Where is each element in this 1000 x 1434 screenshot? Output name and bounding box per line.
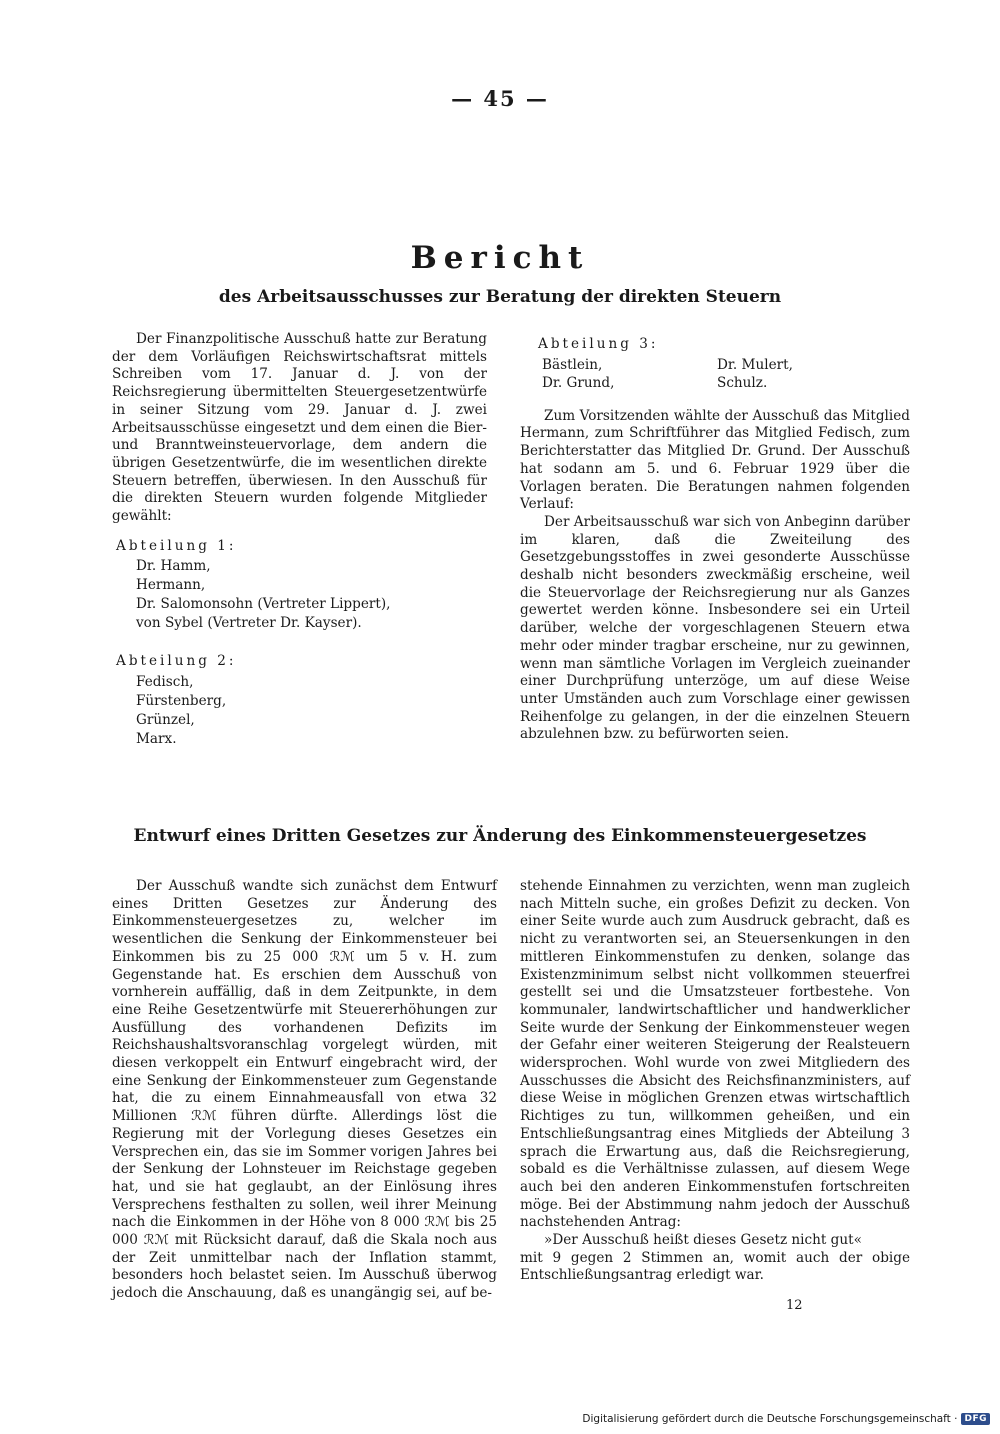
intro-paragraph: Der Finanzpolitische Ausschuß hatte zur Beratung der dem Vorläufigen Reichswirtschaftsrat mittels Schreiben vom 17. Januar d. J. von der Reichsregierung übermittelten Steuergesetzentwürfe in seiner Sitzung vom 29. Januar d. J. zwei Arbeitsausschüsse eingesetzt und dem einen die Bier- und Branntweinsteuervorlage, dem andern die übrigen Gesetzentwürfe, die im wesentlichen direkte Steuern betreffen, überwiesen. In den Ausschuß für die direkten Steuern wurden folgende Mitglieder gewählt: <box>112 331 487 525</box>
section-right-column <box>520 878 910 1285</box>
resolution-quote: »Der Ausschuß heißt dieses Gesetz nicht gut« <box>544 1232 862 1249</box>
report-title: Bericht <box>410 240 590 276</box>
member: Fürstenberg, <box>136 693 227 710</box>
member: Hermann, <box>136 577 206 594</box>
member: Dr. Hamm, <box>136 558 211 575</box>
sheet-number: 12 <box>786 1298 803 1313</box>
member: Dr. Grund, <box>542 374 615 391</box>
intro-left-column <box>112 331 487 749</box>
section-right-paragraph: stehende Einnahmen zu verzichten, wenn man zugleich nach Mitteln suche, ein großes Defizit zu decken. Von einer Seite wurde auch zum Ausdruck gebracht, daß es nicht zu verantworten sei, an Steuersenkungen in den mittleren Einkommenstufen zu denken, solange das Existenzminimum selbst nicht vollkommen steuerfrei gestellt sei und die Umsatzsteuer fortbestehe. Von kommunaler, landwirtschaftlicher und handwerklicher Seite wurde der Senkung der Einkommensteuer wegen der Gefahr einer weiteren Steigerung der Realsteuern widersprochen. Wohl wurde von zwei Mitgliedern des Ausschusses die Absicht des Reichsfinanzministers, auf diese Weise in möglichen Grenzen etwas wirtschaftlich Richtiges zu tun, willkommen geheißen, und ein Entschließungsantrag eines Mitglieds der Abteilung 3 sprach die Erwartung aus, daß die Reichsregierung, sobald es die Verhältnisse zulassen, auf diesem Wege auch bei den anderen Einkommenstufen fortschreiten möge. Bei der Abstimmung nahm jedoch der Ausschuß nachstehenden Antrag: <box>520 878 910 1231</box>
page-number: — 45 — <box>451 86 549 111</box>
footer-text: Digitalisierung gefördert durch die Deutsche Forschungsgemeinschaft · <box>582 1413 958 1425</box>
section-left-paragraph: Der Ausschuß wandte sich zunächst dem Entwurf eines Dritten Gesetzes zur Änderung des Einkommensteuergesetzes zu, welcher im wesentlichen die Senkung der Einkommensteuer bei Einkommen bis zu 25 000 ℛℳ um 5 v. H. zum Gegenstande hat. Es erschien dem Ausschuß von vornherein auffällig, daß in dem Zeitpunkte, in dem eine Reihe Gesetzentwürfe mit Steuererhöhungen zur Ausfüllung des vorhandenen Defizits im Reichshaushaltsvoranschlag vorgelegt würden, mit diesen verkoppelt ein Entwurf eingebracht wird, der eine Senkung der Einkommensteuer zum Gegenstande hat, die zu einem Einnahmeausfall von etwa 32 Millionen ℛℳ führen dürfte. Allerdings löst die Regierung mit der Vorlegung dieses Gesetzes ein Versprechen ein, das sie im Sommer vorigen Jahres bei der Senkung der Lohnsteuer im Reichstage gegeben hat, und sie hat geglaubt, an der Einlösung ihres Versprechens festhalten zu sollen, weil ihrer Meinung nach die Einkommen in der Höhe von 8 000 ℛℳ bis 25 000 ℛℳ mit Rücksicht darauf, daß die Skala noch aus der Zeit unmittelbar nach der Inflation stammt, besonders hoch belastet seien. Im Ausschuß überwog jedoch die Anschauung, daß es unangängig sei, auf be- <box>112 878 497 1302</box>
abteilung2-members <box>112 673 487 749</box>
member: von Sybel (Vertreter Dr. Kayser). <box>136 615 362 632</box>
vote-result: mit 9 gegen 2 Stimmen an, womit auch der obige Entschließungsantrag erledigt war. <box>520 1249 910 1284</box>
member: Bästlein, <box>542 356 603 373</box>
abteilung1-members <box>112 557 487 633</box>
member: Fedisch, <box>136 674 194 691</box>
dfg-logo: DFG <box>961 1413 990 1425</box>
member: Marx. <box>136 731 177 748</box>
digitization-footer <box>582 1413 990 1425</box>
abteilung3-members <box>520 356 910 392</box>
member: Dr. Mulert, <box>717 356 793 373</box>
abteilung2-heading: Abteilung 2: <box>116 653 237 670</box>
procedure-paragraph: Der Arbeitsausschuß war sich von Anbeginn darüber im klaren, daß die Zweiteilung des Gesetzgebungsstoffes in zwei gesonderte Ausschüsse deshalb nicht besonders zweckmäßig erscheine, weil die Steuervorlage der Reichsregierung nur als Ganzes gewertet werden könne. Insbesondere sei ein Urteil darüber, welche der vorgeschlagenen Steuern etwa mehr oder minder tragbar erscheine, nur zu gewinnen, wenn man sämtliche Vorlagen im Vergleich zueinander einer Durchprüfung unterzöge, um auf diese Weise unter Umständen auch zum Vorschlage einer gewissen Reihenfolge zu gelangen, in der die einzelnen Steuern abzulehnen bzw. zu befürworten seien. <box>520 513 910 743</box>
section-left-column <box>112 878 497 1303</box>
report-subtitle: des Arbeitsausschusses zur Beratung der direkten Steuern <box>218 287 782 307</box>
intro-right-column <box>520 336 910 744</box>
abteilung3-heading: Abteilung 3: <box>538 336 659 352</box>
chair-paragraph: Zum Vorsitzenden wählte der Ausschuß das Mitglied Hermann, zum Schriftführer das Mitglied Fedisch, zum Berichterstatter das Mitglied Dr. Grund. Der Ausschuß hat sodann am 5. und 6. Februar 1929 über die Vorlagen beraten. Die Beratungen nahmen folgenden Verlauf: <box>520 407 910 513</box>
section-title: Entwurf eines Dritten Gesetzes zur Änderung des Einkommensteuergesetzes <box>133 826 867 846</box>
abteilung1-heading: Abteilung 1: <box>116 537 237 554</box>
member: Grünzel, <box>136 712 195 729</box>
member: Schulz. <box>717 374 768 391</box>
member: Dr. Salomonsohn (Vertreter Lippert), <box>136 596 391 613</box>
